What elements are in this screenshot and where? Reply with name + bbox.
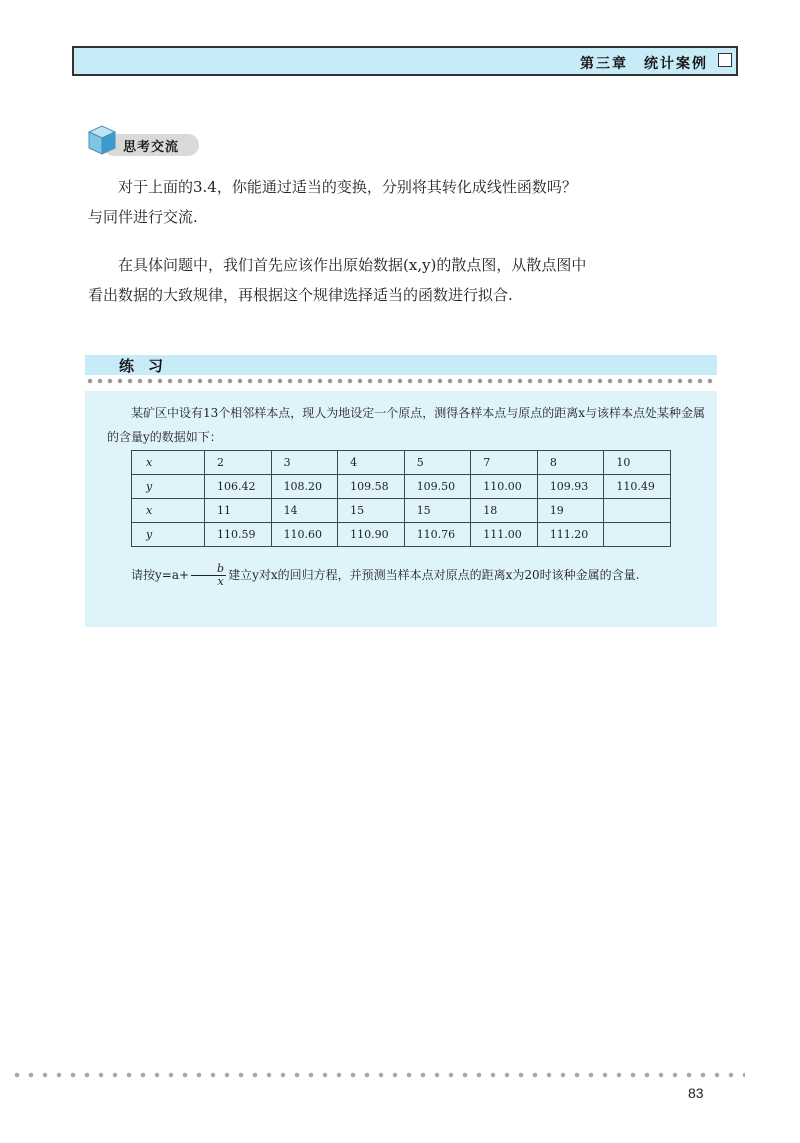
think-exchange-badge [85, 122, 199, 158]
table-cell: 110.59 [205, 523, 272, 547]
table-cell: 19 [537, 499, 604, 523]
table-cell: 15 [338, 499, 405, 523]
table-row-label: x [132, 451, 205, 475]
table-row-label: x [132, 499, 205, 523]
table-cell: 15 [404, 499, 471, 523]
exercise-title: 练习 [119, 357, 178, 375]
table-cell: 109.93 [537, 475, 604, 499]
exercise-header-bar [85, 355, 717, 375]
exercise-question [107, 563, 707, 588]
chapter-title: 第三章 统计案例 [580, 56, 708, 72]
think-paragraph-1: 对于上面的3.4，你能通过适当的变换，分别将其转化成线性函数吗？与同伴进行交流. [88, 178, 577, 226]
table-cell [604, 523, 671, 547]
table-cell: 8 [537, 451, 604, 475]
table-cell: 108.20 [271, 475, 338, 499]
page-number: 83 [688, 1085, 704, 1101]
exercise-box [85, 391, 717, 627]
table-row [132, 499, 671, 523]
table-row [132, 451, 671, 475]
table-cell: 5 [404, 451, 471, 475]
footer-dot-divider [10, 1071, 745, 1079]
table-cell: 110.90 [338, 523, 405, 547]
table-cell: 14 [271, 499, 338, 523]
table-row-label: y [132, 475, 205, 499]
table-cell: 109.58 [338, 475, 405, 499]
table-cell [604, 499, 671, 523]
table-cell: 2 [205, 451, 272, 475]
table-cell: 10 [604, 451, 671, 475]
chapter-header-bar [72, 46, 738, 76]
think-exchange-label: 思考交流 [123, 140, 180, 155]
table-cell: 3 [271, 451, 338, 475]
table-cell: 7 [471, 451, 538, 475]
fraction-b-over-x [191, 563, 226, 588]
table-cell: 111.00 [471, 523, 538, 547]
table-cell: 110.76 [404, 523, 471, 547]
fraction-numerator: b [191, 563, 226, 576]
exercise-dot-divider [85, 377, 717, 385]
exercise-intro: 某矿区中设有13个相邻样本点，现人为地设定一个原点，测得各样本点与原点的距离x与该样本点处某种金属的含量y的数据如下： [107, 406, 706, 444]
table-cell: 18 [471, 499, 538, 523]
table-cell: 110.00 [471, 475, 538, 499]
question-suffix: 建立y对x的回归方程，并预测当样本点对原点的距离x为20时该种金属的含量. [228, 568, 640, 582]
table-row [132, 523, 671, 547]
think-paragraph-2: 在具体问题中，我们首先应该作出原始数据(x,y)的散点图，从散点图中看出数据的大致规律，再根据这个规律选择适当的函数进行拟合. [88, 256, 587, 304]
table-cell: 110.49 [604, 475, 671, 499]
table-cell: 106.42 [205, 475, 272, 499]
data-table [131, 450, 671, 547]
table-cell: 111.20 [537, 523, 604, 547]
fraction-denominator: x [217, 575, 224, 588]
table-cell: 11 [205, 499, 272, 523]
table-cell: 109.50 [404, 475, 471, 499]
table-row-label: y [132, 523, 205, 547]
table-row [132, 475, 671, 499]
question-prefix: 请按y=a+ [131, 568, 190, 582]
cube-icon [85, 122, 119, 158]
table-cell: 110.60 [271, 523, 338, 547]
header-square-icon [718, 53, 732, 67]
table-cell: 4 [338, 451, 405, 475]
